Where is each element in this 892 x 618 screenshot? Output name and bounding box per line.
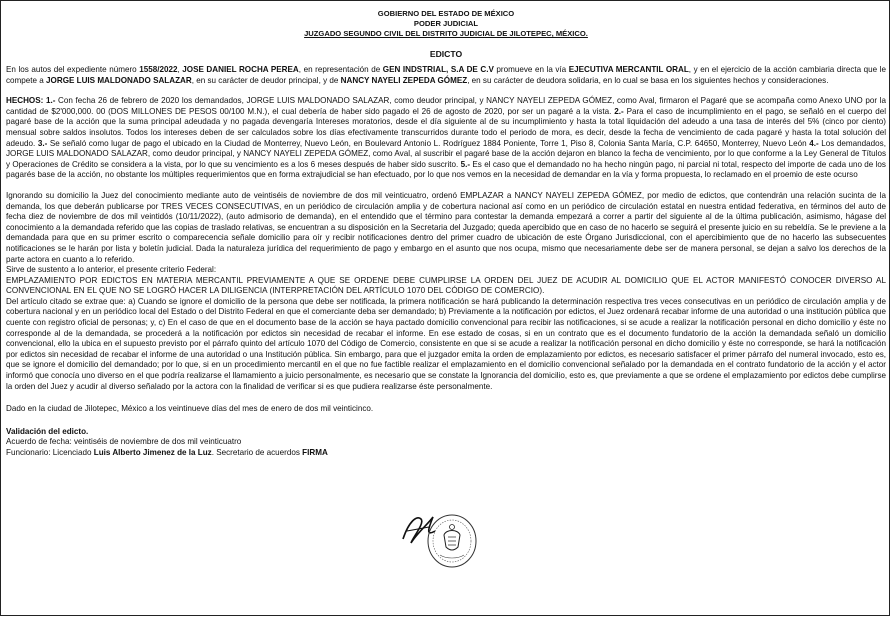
- document-title: EDICTO: [429, 49, 463, 59]
- fact-text: Se señaló como lugar de pago el ubicado en la Ciudad de Monterrey, Nuevo León, en Boulevard Antonio L. Rodríguez 1884 Poniente, Torre 1, Piso 8, Colonia Santa María, C.P. 64650, Monterrey, Nuevo León: [47, 138, 810, 148]
- header-government: GOBIERNO DEL ESTADO DE MÉXICO: [377, 9, 515, 18]
- document-content: [6, 9, 886, 459]
- intro-text: En los autos del expediente número: [6, 65, 140, 74]
- header-court: JUZGADO SEGUNDO CIVIL DEL DISTRITO JUDICIAL DE JILOTEPEC, MÉXICO.: [304, 29, 588, 38]
- fact-text: Los demandados, JORGE LUIS MALDONADO SALAZAR, como deudor principal, y NANCY NAYELI ZEPEDA GÓMEZ, como Aval, al suscribir el pagaré base de la acción dejaron en blanco la fecha de vencimiento, por lo que conforme a la Ley General de Títulos y Operaciones de Crédito se considera a la vista, por lo que su vencimiento es a los 6 meses después de haber sido suscrito.: [6, 138, 886, 169]
- fact-number: 4.-: [809, 138, 819, 148]
- validation-title: Validación del edicto.: [6, 426, 89, 436]
- fact-number: 3.-: [37, 138, 48, 148]
- fact-text: Para el caso de incumplimiento en el pago, se señaló en el cuerpo del pagaré base de la acción que la suma principal adeudada y no pagada devengaría Intereses moratorios, desde el día siguiente al de su incumplimiento y hasta la total liquidación del adeudo a una tasa de interés del 5% (cinco por ciento) mensual sobre saldos insolutos. Todos los intereses deben de ser calculados sobre los días efectivamente transcurridos durante todo el periodo de mora, es decir, desde la fecha de vencimiento de cada pagaré y hasta la total solución del adeudo.: [6, 106, 886, 148]
- fact-text: Es el caso que el demandado no ha hecho ningún pago, ni parcial ni total, respecto del importe de cada uno de los pagarés base de la acción, no obstante los múltiples requerimientos que en forma extrajudicial se han efectuado, por lo que nos vemos en la necesidad de demandar en la vía y forma propuesta, lo reclamado en el proemio de este ocurso: [6, 159, 886, 180]
- validation-agreement: Acuerdo de fecha: veintiséis de noviembre de dos mil veinticuatro: [6, 437, 242, 447]
- intro-text: , en representación de: [298, 65, 383, 74]
- facts-label: HECHOS:: [6, 96, 44, 106]
- official-position: . Secretario de acuerdos: [211, 448, 303, 457]
- criterion-title: EMPLAZAMIENTO POR EDICTOS EN MATERIA MERCANTIL PREVIAMENTE A QUE SE ORDENE DEBE CUMPLIRSE LA ORDEN DEL JUEZ DE ACUDIR AL DOMICILIO QUE EL ACTOR MANIFESTÓ CONOCER DIVERSO AL CONVENCIONAL EN EL QUE NO SE LOGRÓ HACER LA DILIGENCIA (INTERPRETACIÓN DEL ARTÍCULO 1070 DEL CÓDIGO DE COMERCIO).: [6, 275, 886, 296]
- guarantor-name: NANCY NAYELI ZEPEDA GÓMEZ: [340, 75, 468, 85]
- procedure-type: EJECUTIVA MERCANTIL ORAL: [568, 65, 689, 74]
- case-number: 1558/2022: [139, 65, 178, 74]
- validation-section: [6, 427, 886, 438]
- fact-number: 2.-: [614, 106, 624, 116]
- header-judicial-power: PODER JUDICIAL: [413, 19, 479, 28]
- intro-text: ,: [177, 65, 183, 74]
- official-label: Funcionario: Licenciado: [6, 448, 94, 457]
- fact-number: 5.-: [460, 159, 471, 169]
- official-line: [6, 448, 886, 459]
- fact-number: 1.-: [43, 96, 56, 106]
- intro-paragraph: [6, 65, 886, 86]
- criterion-intro: Sirve de sustento a lo anterior, el presente criterio Federal:: [6, 265, 217, 275]
- facts-paragraph: [6, 96, 886, 181]
- order-paragraph: Ignorando su domicilio la Juez del conocimiento mediante auto de veintiséis de noviembre de dos mil veinticuatro, ordenó EMPLAZAR a NANCY NAYELI ZEPEDA GÓMEZ, por medio de edictos, que contendrán una relación sucinta de la demanda, los que deberán publicarse por TRES VECES CONSECUTIVAS, en un periódico de circulación amplia y de cobertura nacional así como en un periódico de circulación estatal en nuestra entidad federativa, en términos del auto de fecha diez de noviembre de dos mil veintidós (10/11/2022), (auto admisorio de demanda), en el entendido que el término para contestar la demanda empezará a correr a partir del siguiente al de la última publicación, asimismo, hágase del conocimiento a la demandada referido que las copias de traslado relativas, se encuentran a su disposición en la Secretaria del Juzgado; queda apercibido que en caso de no hacerlo se seguirá el presente juicio en su rebeldía. Se le previene a la demandada para que en su primer escrito o comparecencia señale domicilio para oír y recibir notificaciones dentro del primer cuadro de ubicación de este Órgano Jurisdiccional, con el apercibimiento que de no hacerlo las subsecuentes notificaciones se le harán por lista y boletín judicial. Dada la naturaleza jurídica del requerimiento de pago y embargo en el asunto que nos ocupa, mismo que necesariamente debe ser de manera personal, se dejan a salvo los derechos de la parte actora en cuanto a lo referido.: [6, 190, 886, 264]
- official-name: Luis Alberto Jimenez de la Luz: [93, 448, 212, 457]
- intro-text: , en su carácter de deudor principal, y de: [191, 75, 341, 85]
- criterion-text: Del artículo citado se extrae que: a) Cuando se ignore el domicilio de la persona que debe ser notificada, la primera notificación se hará publicando la determinación respectiva tres veces consecutivas en un periódico de circulación amplia y de cobertura nacional y en un periódico local del Estado o del Distrito Federal en que el comerciante deba ser demandado; b) Previamente a la notificación por edictos, el Juez ordenará recabar informe de una autoridad o una institución pública que cuente con registro oficial de personas; y, c) En el caso de que en el documento base de la acción se haya pactado domicilio convencional para recibir las notificaciones, si se acude a realizar la notificación personal en dicho domicilio y éste no corresponde al de la demandada, se procederá a la notificación por edictos sin necesidad de recabar el informe. En ese estado de cosas, si en un contrato que es el documento fundatorio de la acción la demandada señaló un domicilio convencional, ello la ubica en el supuesto previsto por el párrafo quinto del artículo 1070 del Código de Comercio, consistente en que si se acude a realizar la notificación personal en dicho domicilio y éste no corresponde, se hará la notificación por edictos sin necesidad de recabar el informe de una autoridad o una Institución pública. Sin embargo, para que el juzgador emita la orden de emplazamiento por edictos, es necesario satisfacer el primer párrafo del numeral invocado, esto es, que se ignore el domicilio del demandado; por lo que, si en un procedimiento mercantil en el que no fue factible realizar el emplazamiento en el domicilio convencional señalado por la demandada en el contrato fundatorio de la acción y el actor informó que conocía uno diverso en el que podría realizarse el llamamiento a juicio personalmente, es necesario que se constate la Ignorancia del domicilio, esto es, que previamente a que se ordene el emplazamiento por edictos debe cumplirse la orden del Juez y acudir al diverso señalado por la actora con la finalidad de verificar si es que pudiera realizarse éste personalmente.: [6, 296, 886, 391]
- document-header: [6, 9, 886, 39]
- court-seal-icon: [426, 513, 478, 569]
- intro-text: , y en el ejercicio de la acción cambiaria directa que le compete a: [6, 65, 887, 85]
- signature-label: FIRMA: [302, 448, 328, 457]
- date-line: Dado en la ciudad de Jilotepec, México a los veintinueve días del mes de enero de dos mil veinticinco.: [6, 404, 374, 414]
- intro-text: promueve en la vía: [493, 65, 569, 74]
- debtor-name: JORGE LUIS MALDONADO SALAZAR: [46, 75, 192, 85]
- fact-text: Con fecha 26 de febrero de 2020 los demandados, JORGE LUIS MALDONADO SALAZAR, como deudor principal, y NANCY NAYELI ZEPEDA GÓMEZ, como Aval, firmaron el Pagaré que se acompaña como Anexo UNO por la cantidad de $2'000,000. 00 (DOS MILLONES DE PESOS 00/100 M.N.), el cual debería de haber sido pagado el 26 de agosto de 2020, por ser un pagaré a la vista.: [6, 96, 886, 116]
- intro-text: , en su carácter de deudora solidaria, en lo cual se basa en los siguientes hechos y consideraciones.: [467, 75, 829, 85]
- plaintiff-name: JOSE DANIEL ROCHA PEREA: [182, 65, 299, 74]
- company-name: GEN INDSTRIAL, S.A DE C.V: [382, 65, 494, 74]
